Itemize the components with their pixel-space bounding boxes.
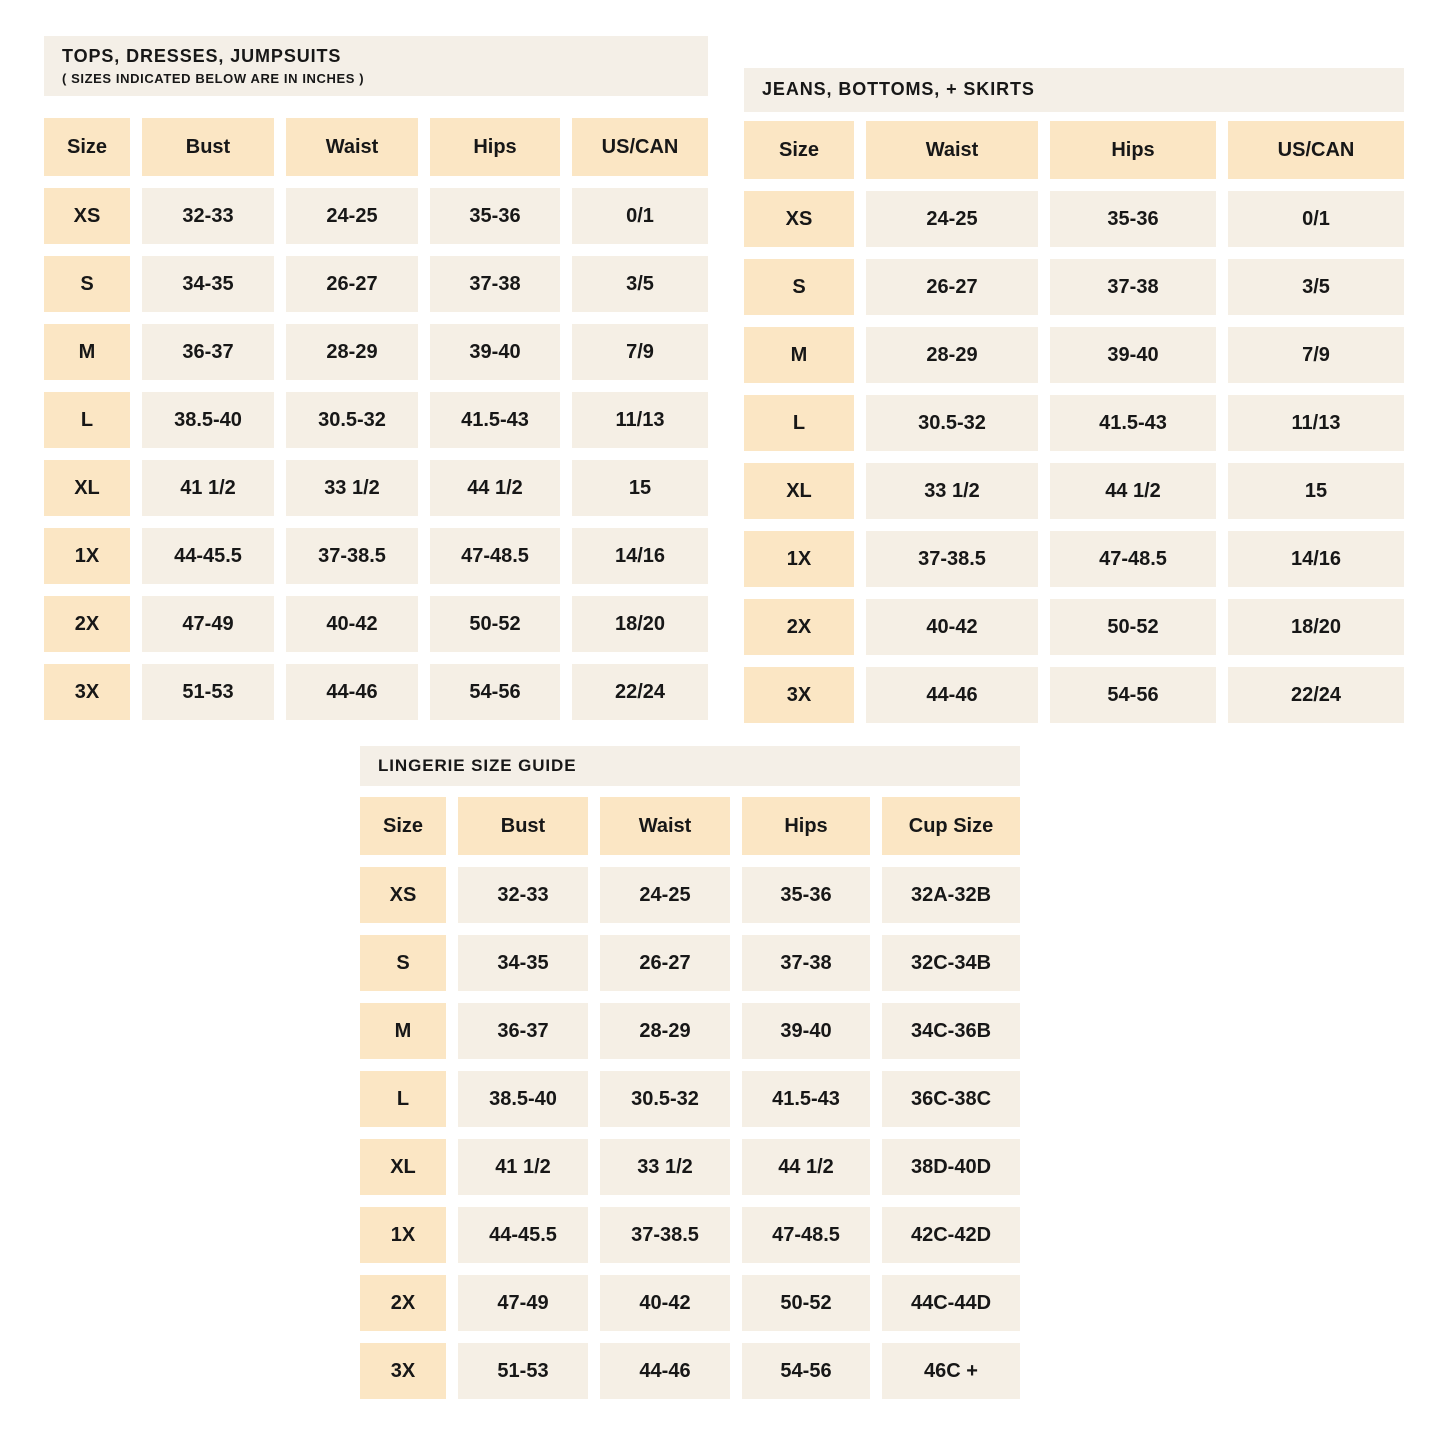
size-label-cell: XS	[744, 191, 854, 247]
measurement-cell: 33 1/2	[600, 1139, 730, 1195]
measurement-cell: 44 1/2	[742, 1139, 870, 1195]
tops-dresses-jumpsuits-table	[44, 36, 708, 720]
size-label-cell: 1X	[744, 531, 854, 587]
size-label-cell: 2X	[744, 599, 854, 655]
measurement-cell: 54-56	[1050, 667, 1216, 723]
measurement-cell: 28-29	[286, 324, 418, 380]
measurement-cell: 41.5-43	[430, 392, 560, 448]
measurement-cell: 39-40	[1050, 327, 1216, 383]
measurement-cell: 33 1/2	[286, 460, 418, 516]
measurement-cell: 22/24	[572, 664, 708, 720]
measurement-cell: 34-35	[142, 256, 274, 312]
measurement-cell: 47-48.5	[430, 528, 560, 584]
measurement-cell: 44C-44D	[882, 1275, 1020, 1331]
measurement-cell: 50-52	[430, 596, 560, 652]
size-label-cell: XL	[744, 463, 854, 519]
measurement-cell: 44 1/2	[430, 460, 560, 516]
column-header-cell: Waist	[286, 118, 418, 176]
size-label-cell: 2X	[360, 1275, 446, 1331]
table-title-bar	[744, 68, 1404, 112]
measurement-cell: 18/20	[572, 596, 708, 652]
measurement-cell: 37-38.5	[286, 528, 418, 584]
measurement-cell: 40-42	[600, 1275, 730, 1331]
measurement-cell: 50-52	[742, 1275, 870, 1331]
column-header-cell: Size	[360, 797, 446, 855]
size-label-cell: L	[360, 1071, 446, 1127]
measurement-cell: 38.5-40	[142, 392, 274, 448]
size-label-cell: S	[44, 256, 130, 312]
size-grid	[744, 121, 1404, 723]
size-label-cell: XL	[44, 460, 130, 516]
measurement-cell: 37-38.5	[600, 1207, 730, 1263]
column-header-cell: Bust	[142, 118, 274, 176]
size-label-cell: 1X	[360, 1207, 446, 1263]
measurement-cell: 47-48.5	[742, 1207, 870, 1263]
size-label-cell: S	[744, 259, 854, 315]
measurement-cell: 37-38	[430, 256, 560, 312]
size-label-cell: M	[744, 327, 854, 383]
table-title-bar	[360, 746, 1020, 786]
measurement-cell: 54-56	[742, 1343, 870, 1399]
measurement-cell: 35-36	[1050, 191, 1216, 247]
table-title: JEANS, BOTTOMS, + SKIRTS	[762, 79, 1035, 100]
column-header-cell: Waist	[866, 121, 1038, 179]
table-title-bar	[44, 36, 708, 96]
column-header-cell: Size	[44, 118, 130, 176]
measurement-cell: 38.5-40	[458, 1071, 588, 1127]
measurement-cell: 37-38	[742, 935, 870, 991]
size-label-cell: L	[744, 395, 854, 451]
measurement-cell: 0/1	[572, 188, 708, 244]
column-header-cell: Hips	[430, 118, 560, 176]
measurement-cell: 39-40	[742, 1003, 870, 1059]
measurement-cell: 44-46	[286, 664, 418, 720]
column-header-cell: Size	[744, 121, 854, 179]
column-header-cell: Waist	[600, 797, 730, 855]
measurement-cell: 44-46	[600, 1343, 730, 1399]
lingerie-size-guide-table	[360, 746, 1020, 1399]
measurement-cell: 15	[572, 460, 708, 516]
measurement-cell: 32A-32B	[882, 867, 1020, 923]
column-header-cell: US/CAN	[1228, 121, 1404, 179]
size-label-cell: 3X	[360, 1343, 446, 1399]
measurement-cell: 28-29	[600, 1003, 730, 1059]
measurement-cell: 39-40	[430, 324, 560, 380]
measurement-cell: 44 1/2	[1050, 463, 1216, 519]
measurement-cell: 0/1	[1228, 191, 1404, 247]
measurement-cell: 32-33	[142, 188, 274, 244]
column-header-cell: Hips	[1050, 121, 1216, 179]
measurement-cell: 14/16	[572, 528, 708, 584]
measurement-cell: 3/5	[1228, 259, 1404, 315]
size-label-cell: XS	[360, 867, 446, 923]
table-title: TOPS, DRESSES, JUMPSUITS	[62, 46, 342, 67]
measurement-cell: 44-45.5	[458, 1207, 588, 1263]
measurement-cell: 37-38.5	[866, 531, 1038, 587]
measurement-cell: 26-27	[866, 259, 1038, 315]
measurement-cell: 54-56	[430, 664, 560, 720]
size-grid	[360, 797, 1020, 1399]
measurement-cell: 41 1/2	[142, 460, 274, 516]
measurement-cell: 26-27	[286, 256, 418, 312]
measurement-cell: 34-35	[458, 935, 588, 991]
measurement-cell: 11/13	[1228, 395, 1404, 451]
measurement-cell: 44-45.5	[142, 528, 274, 584]
measurement-cell: 36-37	[142, 324, 274, 380]
column-header-cell: Bust	[458, 797, 588, 855]
measurement-cell: 37-38	[1050, 259, 1216, 315]
measurement-cell: 32-33	[458, 867, 588, 923]
measurement-cell: 22/24	[1228, 667, 1404, 723]
measurement-cell: 33 1/2	[866, 463, 1038, 519]
size-label-cell: S	[360, 935, 446, 991]
measurement-cell: 42C-42D	[882, 1207, 1020, 1263]
measurement-cell: 30.5-32	[600, 1071, 730, 1127]
measurement-cell: 26-27	[600, 935, 730, 991]
measurement-cell: 50-52	[1050, 599, 1216, 655]
measurement-cell: 36C-38C	[882, 1071, 1020, 1127]
column-header-cell: Cup Size	[882, 797, 1020, 855]
measurement-cell: 32C-34B	[882, 935, 1020, 991]
size-label-cell: 3X	[744, 667, 854, 723]
size-label-cell: M	[360, 1003, 446, 1059]
measurement-cell: 28-29	[866, 327, 1038, 383]
column-header-cell: US/CAN	[572, 118, 708, 176]
size-label-cell: 1X	[44, 528, 130, 584]
measurement-cell: 41 1/2	[458, 1139, 588, 1195]
size-label-cell: 2X	[44, 596, 130, 652]
measurement-cell: 30.5-32	[286, 392, 418, 448]
measurement-cell: 40-42	[286, 596, 418, 652]
jeans-bottoms-skirts-table	[744, 68, 1404, 723]
size-label-cell: M	[44, 324, 130, 380]
measurement-cell: 47-49	[142, 596, 274, 652]
measurement-cell: 47-49	[458, 1275, 588, 1331]
size-label-cell: 3X	[44, 664, 130, 720]
size-label-cell: L	[44, 392, 130, 448]
measurement-cell: 38D-40D	[882, 1139, 1020, 1195]
size-label-cell: XL	[360, 1139, 446, 1195]
measurement-cell: 11/13	[572, 392, 708, 448]
measurement-cell: 36-37	[458, 1003, 588, 1059]
measurement-cell: 41.5-43	[1050, 395, 1216, 451]
measurement-cell: 14/16	[1228, 531, 1404, 587]
column-header-cell: Hips	[742, 797, 870, 855]
measurement-cell: 15	[1228, 463, 1404, 519]
measurement-cell: 47-48.5	[1050, 531, 1216, 587]
measurement-cell: 44-46	[866, 667, 1038, 723]
measurement-cell: 34C-36B	[882, 1003, 1020, 1059]
measurement-cell: 51-53	[142, 664, 274, 720]
measurement-cell: 7/9	[572, 324, 708, 380]
measurement-cell: 18/20	[1228, 599, 1404, 655]
measurement-cell: 24-25	[600, 867, 730, 923]
measurement-cell: 51-53	[458, 1343, 588, 1399]
measurement-cell: 35-36	[430, 188, 560, 244]
measurement-cell: 40-42	[866, 599, 1038, 655]
measurement-cell: 7/9	[1228, 327, 1404, 383]
table-subtitle: ( SIZES INDICATED BELOW ARE IN INCHES )	[62, 70, 365, 86]
size-label-cell: XS	[44, 188, 130, 244]
measurement-cell: 35-36	[742, 867, 870, 923]
size-grid	[44, 118, 708, 720]
measurement-cell: 30.5-32	[866, 395, 1038, 451]
measurement-cell: 3/5	[572, 256, 708, 312]
measurement-cell: 24-25	[866, 191, 1038, 247]
measurement-cell: 41.5-43	[742, 1071, 870, 1127]
measurement-cell: 46C +	[882, 1343, 1020, 1399]
table-title: LINGERIE SIZE GUIDE	[378, 755, 577, 775]
measurement-cell: 24-25	[286, 188, 418, 244]
